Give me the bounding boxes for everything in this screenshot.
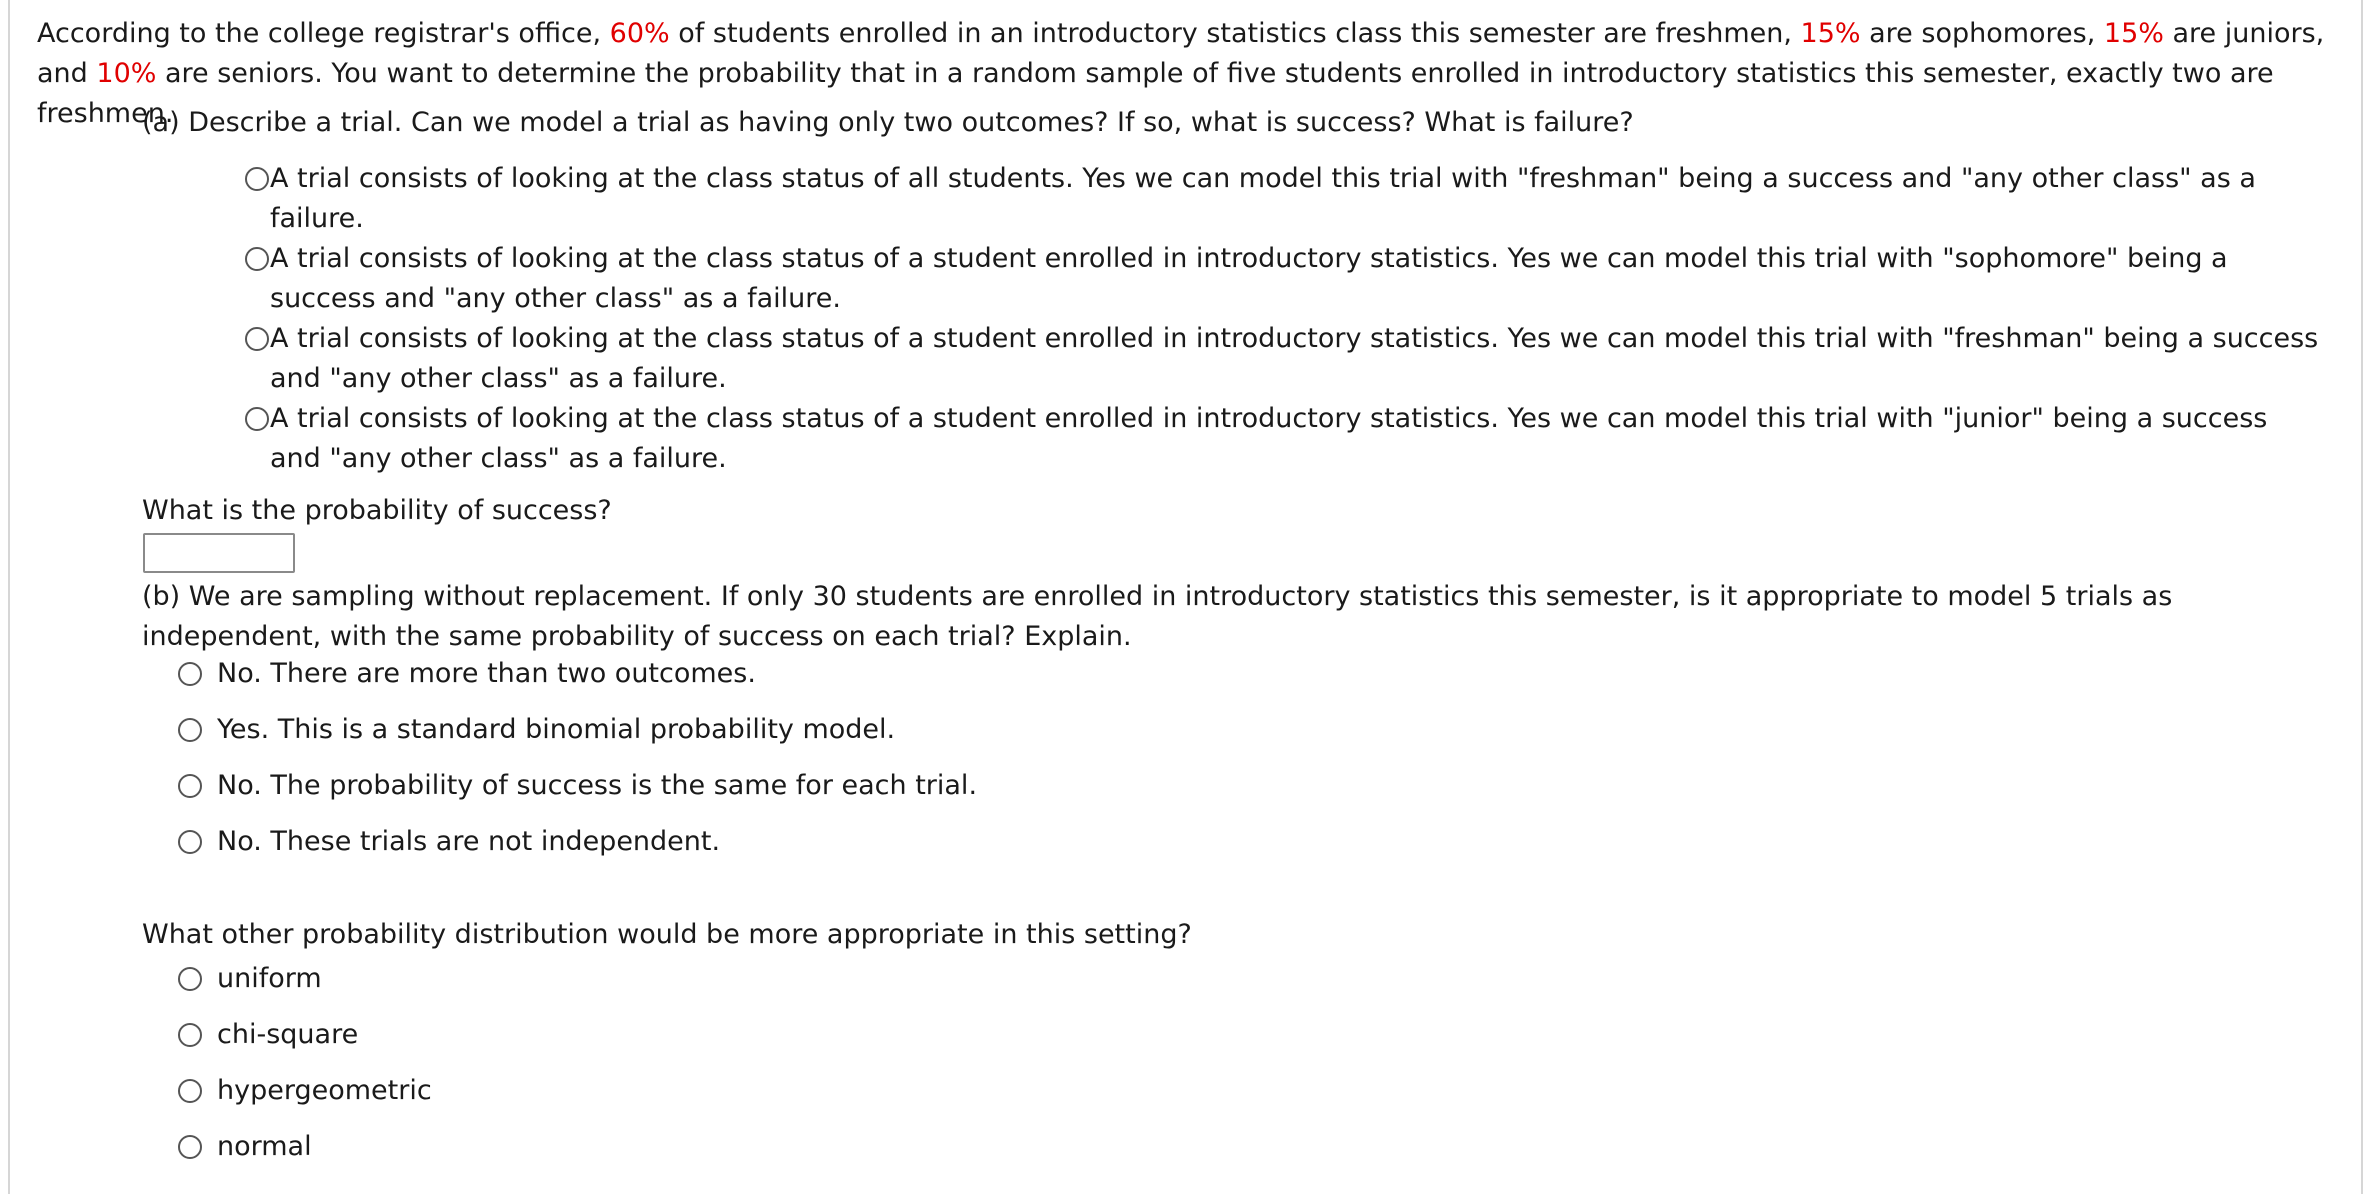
distribution-option-hypergeometric[interactable] bbox=[178, 1075, 432, 1106]
radio-button-icon[interactable] bbox=[178, 830, 202, 854]
radio-button-icon[interactable] bbox=[178, 718, 202, 742]
radio-button-icon[interactable] bbox=[245, 247, 269, 271]
part-b-option-1[interactable] bbox=[178, 658, 756, 689]
part-a-option-3[interactable] bbox=[245, 319, 2325, 399]
distribution-question: What other probability distribution would be more appropriate in this setting? bbox=[142, 919, 1192, 950]
part-a-question: (a) Describe a trial. Can we model a trial as having only two outcomes? If so, what is success? What is failure? bbox=[142, 107, 1634, 138]
radio-button-icon[interactable] bbox=[178, 1079, 202, 1103]
radio-button-icon[interactable] bbox=[178, 662, 202, 686]
distribution-option-uniform[interactable] bbox=[178, 963, 322, 994]
radio-button-icon[interactable] bbox=[178, 1135, 202, 1159]
option-label: Yes. This is a standard binomial probability model. bbox=[217, 714, 896, 745]
option-label: No. These trials are not independent. bbox=[217, 826, 721, 857]
part-b-question: (b) We are sampling without replacement. If only 30 students are enrolled in introductory statistics this semester, is it appropriate to model 5 trials as independent, with the same probability of success on each trial? Explain. bbox=[142, 581, 2173, 652]
option-label: No. The probability of success is the same for each trial. bbox=[217, 770, 978, 801]
option-label: uniform bbox=[217, 963, 322, 994]
probability-question: What is the probability of success? bbox=[142, 495, 612, 526]
option-label: chi-square bbox=[217, 1019, 359, 1050]
part-a-option-1[interactable] bbox=[245, 159, 2325, 239]
option-label: A trial consists of looking at the class status of all students. Yes we can model this trial with "freshman" being a success and "any other class" as a failure. bbox=[270, 163, 2256, 234]
part-a-options bbox=[245, 159, 2325, 479]
probability-input[interactable] bbox=[143, 533, 295, 573]
radio-button-icon[interactable] bbox=[245, 167, 269, 191]
radio-button-icon[interactable] bbox=[178, 1023, 202, 1047]
distribution-option-normal[interactable] bbox=[178, 1131, 312, 1162]
option-label: A trial consists of looking at the class status of a student enrolled in introductory statistics. Yes we can model this trial with "freshman" being a success and "any other class" as a failure. bbox=[270, 323, 2319, 394]
sophomores-percent: 15% bbox=[1800, 18, 1861, 49]
radio-button-icon[interactable] bbox=[245, 407, 269, 431]
freshmen-percent: 60% bbox=[609, 18, 670, 49]
option-label: A trial consists of looking at the class status of a student enrolled in introductory statistics. Yes we can model this trial with "sophomore" being a success and "any other class" as a failure. bbox=[270, 243, 2228, 314]
juniors-percent: 15% bbox=[2103, 18, 2164, 49]
radio-button-icon[interactable] bbox=[245, 327, 269, 351]
part-b-option-3[interactable] bbox=[178, 770, 977, 801]
part-a-option-2[interactable] bbox=[245, 239, 2325, 319]
radio-button-icon[interactable] bbox=[178, 774, 202, 798]
part-a-option-4[interactable] bbox=[245, 399, 2325, 479]
option-label: A trial consists of looking at the class status of a student enrolled in introductory statistics. Yes we can model this trial with "junior" being a success and "any other class" as a failure. bbox=[270, 403, 2268, 474]
option-label: hypergeometric bbox=[217, 1075, 432, 1106]
radio-button-icon[interactable] bbox=[178, 967, 202, 991]
seniors-percent: 10% bbox=[96, 58, 157, 89]
option-label: No. There are more than two outcomes. bbox=[217, 658, 756, 689]
problem-statement: According to the college registrar's office, 60% of students enrolled in an introductory statistics class this semester are freshmen, 15% are sophomores, 15% are juniors, and 10% are seniors. You want to determine the probability that in a random sample of five students enrolled in introductory statistics this semester, exactly two are freshmen. bbox=[37, 18, 2325, 129]
part-b-option-2[interactable] bbox=[178, 714, 895, 745]
distribution-option-chi-square[interactable] bbox=[178, 1019, 358, 1050]
part-b-option-4[interactable] bbox=[178, 826, 720, 857]
option-label: normal bbox=[217, 1131, 312, 1162]
